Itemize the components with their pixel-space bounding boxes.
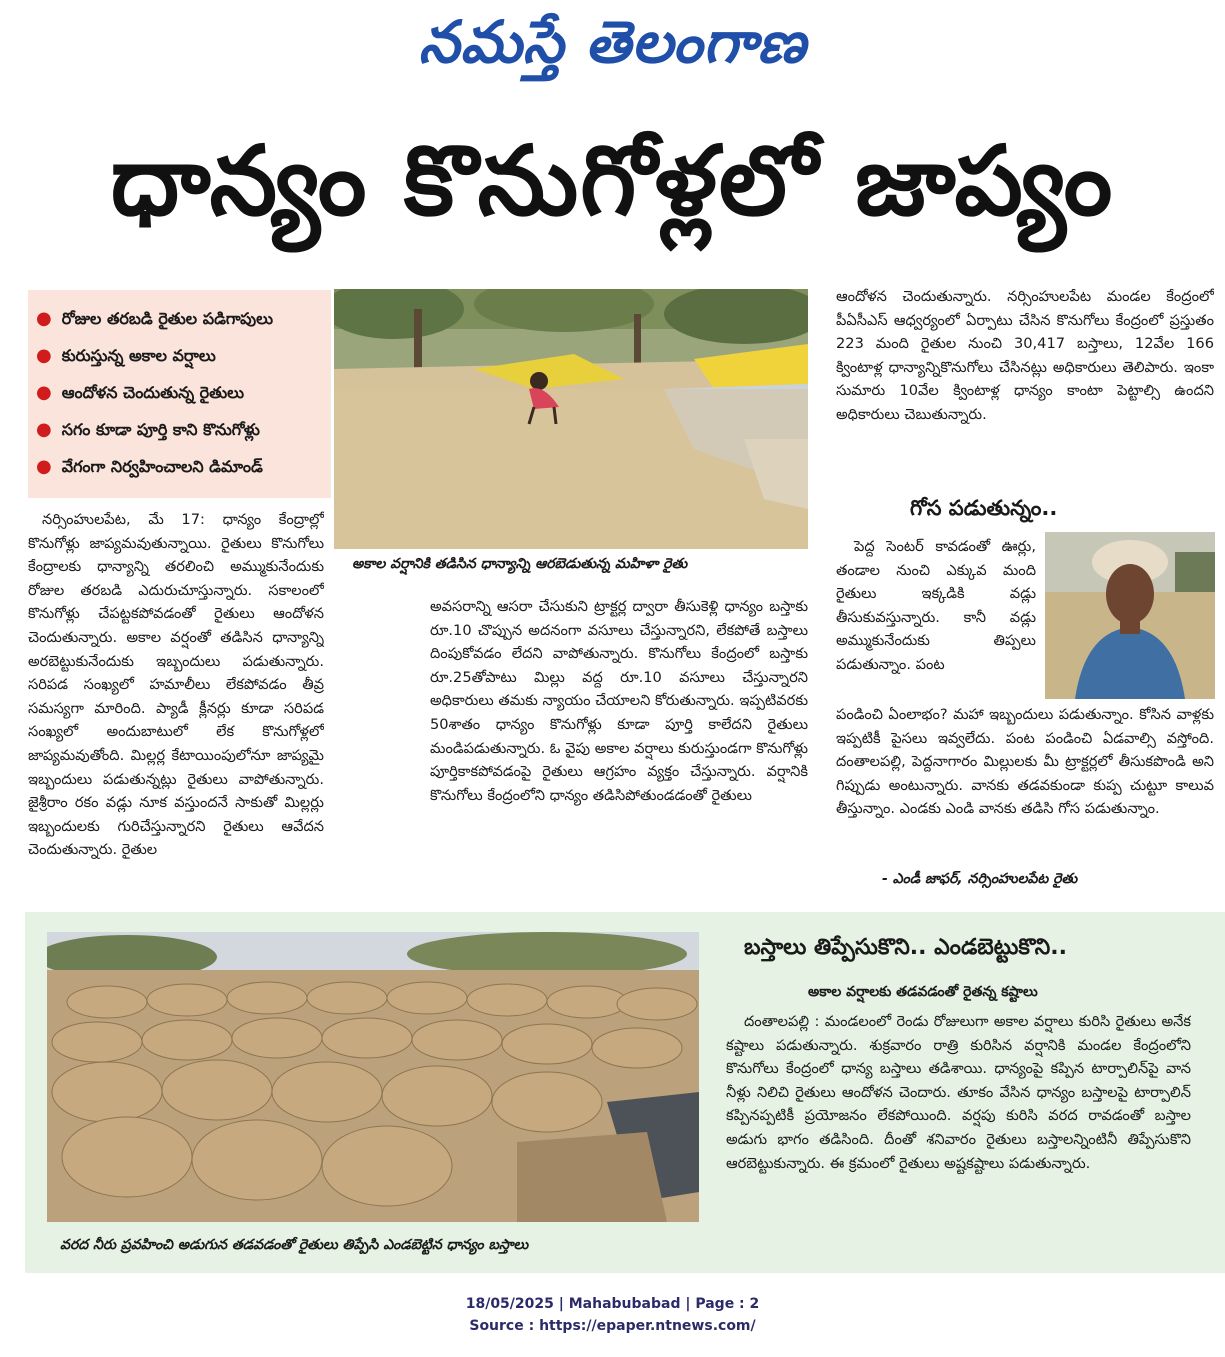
footer-date-edition: 18/05/2025 | Mahabubabad | Page : 2: [465, 1296, 760, 1312]
highlight-item: ● కురుస్తున్న అకాల వర్షాలు: [36, 345, 216, 366]
photo-caption: అకాల వర్షానికి తడిసిన ధాన్యాన్ని ఆరబెడుతున్న మహిళా రైతు: [352, 556, 688, 572]
bullet-icon: ●: [36, 382, 52, 403]
quote-attribution: - ఎండీ జాఫర్, నర్సింహులపేట రైతు: [882, 871, 1078, 887]
photo-grain-sacks: [47, 932, 699, 1222]
headline: ధాన్యం కొనుగోళ్లలో జాప్యం: [110, 125, 1115, 237]
side-story-heading: బస్తాలు తిప్పేసుకొని.. ఎండబెట్టుకొని..: [744, 935, 1067, 960]
article-column-2: అవసరాన్ని ఆసరా చేసుకుని ట్రాక్టర్ల ద్వారా తీసుకెళ్లి ధాన్యం బస్తాకు రూ.10 చొప్పున అదనంగా వసూలు చేస్తున్నారని, లేకపోతే బస్తాలు దింపుకోవడం లేదని వాపోతున్నారు. కొనుగోలు కేంద్రంలో బస్తాకు రూ.25తోపాటు మిల్లు వద్ద రూ.10 వసూలు చేస్తున్నారని అధికారులు తమకు న్యాయం చేయాలని కోరుతున్నారు. ఇప్పటివరకు 50శాతం ధాన్యం కొనుగోళ్లు కూడా పూర్తి కాలేదని రైతులు మండిపడుతున్నారు. ఓ వైపు అకాల వర్షాలు కురుస్తుండగా కొనుగోళ్లు పూర్తికాకపోవడంపై రైతులు ఆగ్రహం వ్యక్తం చేస్తున్నారు. వర్షానికి కొనుగోలు కేంద్రంలోని ధాన్యం తడిసిపోతుండడంతో రైతులు: [430, 598, 808, 804]
side-story-subheading: అకాల వర్షాలకు తడవడంతో రైతన్న కష్టాలు: [808, 984, 1038, 1000]
quote-text-narrow: పెద్ద సెంటర్ కావడంతో ఊర్లు, తండాల నుంచి ఎక్కువ మంది రైతులు ఇక్కడికి వడ్లు తీసుకువస్తున్నారు. కానీ వడ్లు అమ్ముకునేందుకు తిప్పలు పడుతున్నాం. పంట: [836, 538, 1036, 673]
photo-woman-drying-grain-image: [334, 289, 808, 549]
bottom-photo-caption: వరద నీరు ప్రవహించి అడుగున తడవడంతో రైతులు తిప్పేసి ఎండబెట్టిన ధాన్యం బస్తాలు: [60, 1237, 529, 1253]
highlight-item: ● రోజుల తరబడి రైతుల పడిగాపులు: [36, 308, 274, 329]
farmer-portrait: [1045, 532, 1215, 699]
footer-source-link[interactable]: Source : https://epaper.ntnews.com/: [469, 1318, 756, 1334]
article-column-1: నర్సింహులపేట, మే 17: ధాన్యం కేంద్రాల్లో కొనుగోళ్లు జాప్యమవుతున్నాయి. రైతులు కొనుగోలు కేంద్రాలకు ధాన్యాన్ని తరలించి అమ్ముకునేందుకు రోజుల తరబడి ఎదురుచూస్తున్నారు. సకాలంలో కొనుగోళ్లు చేపట్టకపోవడంతో రైతులు ఆందోళన చెందుతున్నారు. అకాల వర్షంతో తడిసిన ధాన్యాన్ని అరబెట్టుకునేందుకు ఇబ్బందులు పడుతున్నారు. సరిపడ సంఖ్యలో హమాలీలు లేకపోవడం తీవ్ర సమస్యగా మారింది. ప్యాడీ క్లీనర్లు కూడా సరిపడ సంఖ్యలో అందుబాటులో లేక కొనుగోళ్లలో జాప్యమవుతోంది. మిల్లర్ల కేటాయింపులోనూ జాప్యమై ఇబ్బందులు పడుతున్నట్లు రైతులు వాపోతున్నారు. జైశ్రీరాం రకం వడ్లు నూక వస్తుందనే సాకుతో మిల్లర్లు ఇబ్బందులకు గురిచేస్తున్నారని రైతులు ఆవేదన చెందుతున్నారు. రైతుల: [28, 511, 324, 859]
highlights-list: [36, 300, 323, 485]
farmer-portrait-image: [1045, 532, 1215, 699]
photo-woman-drying-grain: [334, 289, 808, 549]
side-story-text: దంతాలపల్లి : మండలంలో రెండు రోజులుగా అకాల వర్షాలు కురిసి రైతులు అనేక కష్టాలు పడుతున్నారు. శుక్రవారం రాత్రి కురిసిన వర్షానికి మండల కేంద్రంలోని కొనుగోలు కేంద్రంలో ధాన్య బస్తాలు తడిశాయి. ధాన్యంపై కప్పిన టార్పాలిన్‌పై వాన నీళ్లు నిలిచి రైతులు ఆందోళన చెందారు. తూకం వేసిన ధాన్యం బస్తాలపై టార్పాలిన్ కప్పినప్పటికీ ప్రయోజనం లేకపోయింది. వర్షపు కురిసి వరద రావడంతో బస్తాల అడుగు భాగం తడిసింది. దీంతో శనివారం రైతులు బస్తాలన్నింటినీ తిప్పేసుకొని ఆరబెట్టుకున్నారు. ఈ క్రమంలో రైతులు అష్టకష్టాలు పడుతున్నారు.: [726, 1013, 1191, 1172]
masthead-logo: నమస్తే తెలంగాణ: [418, 8, 807, 76]
bullet-icon: ●: [36, 456, 52, 477]
bullet-icon: ●: [36, 419, 52, 440]
quote-heading: గోస పడుతున్నం..: [910, 496, 1058, 520]
bullet-icon: ●: [36, 345, 52, 366]
photo-grain-sacks-image: [47, 932, 699, 1222]
bullet-icon: ●: [36, 308, 52, 329]
highlight-item: ● ఆందోళన చెందుతున్న రైతులు: [36, 382, 245, 403]
quote-text-wide: పండించి ఏంలాభం? మహా ఇబ్బందులు పడుతున్నాం. కోసిన వాళ్లకు ఇప్పటికీ పైసలు ఇవ్వలేదు. పంట పండించి ఏడవాల్సి వస్తోంది. దంతాలపల్లి, పెద్దనాగారం మిల్లులకు మీ ట్రాక్టర్లలో తీసుకపొండి అని గిప్పుడు అంటున్నారు. వానకు తడవకుండా కుప్ప చుట్టూ కాలువ తీస్తున్నాం. ఎండకు ఎండి వానకు తడిసి గోస పడుతున్నాం.: [836, 706, 1214, 818]
highlight-item: ● వేగంగా నిర్వహించాలని డిమాండ్: [36, 456, 263, 477]
highlights-box: [28, 290, 331, 498]
article-column-3: ఆందోళన చెందుతున్నారు. నర్సింహులపేట మండల కేంద్రంలో పీఏసీఎస్ ఆధ్వర్యంలో ఏర్పాటు చేసిన కొనుగోలు కేంద్రంలో ప్రస్తుతం 223 మంది రైతుల నుంచి 30,417 బస్తాలు, 12వేల 166 క్వింటాళ్ల ధాన్యాన్నికొనుగోలు చేసినట్లు అధికారులు తెలిపారు. ఇంకా సుమారు 10వేల క్వింటాళ్ల ధాన్యం కాంటా పెట్టాల్సి ఉందని అధికారులు చెబుతున్నారు.: [836, 288, 1214, 423]
highlight-item: ● సగం కూడా పూర్తి కాని కొనుగోళ్లు: [36, 419, 260, 440]
